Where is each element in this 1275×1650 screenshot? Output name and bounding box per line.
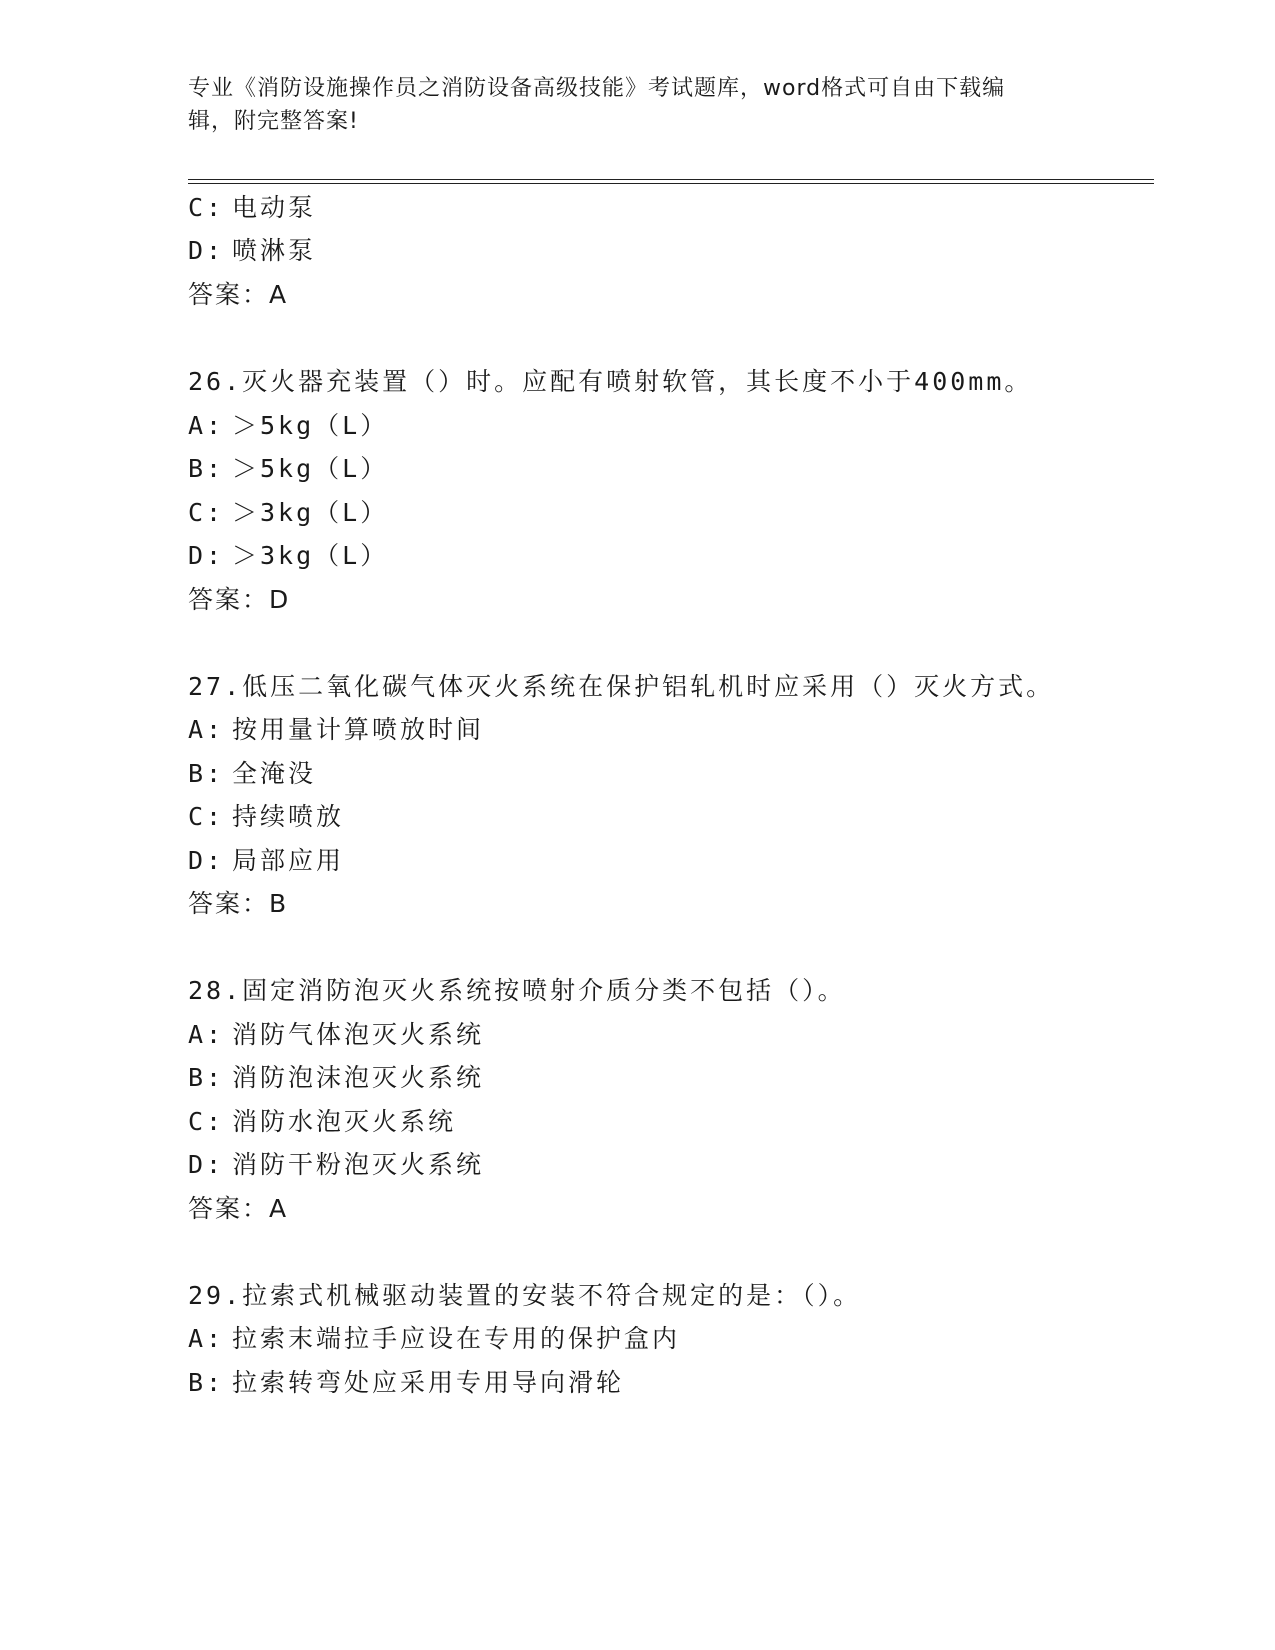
header-line-1: 专业《消防设施操作员之消防设备高级技能》考试题库，word格式可自由下载编 — [188, 76, 1006, 101]
option-text: 电动泵 — [232, 193, 317, 222]
option-line — [188, 410, 388, 442]
option-line — [188, 497, 388, 529]
option-letter: D: — [188, 1150, 225, 1179]
option-line — [188, 1062, 484, 1094]
option-text: ＞3kg（L） — [232, 498, 389, 527]
option-text: 拉索转弯处应采用专用导向滑轮 — [232, 1368, 625, 1397]
option-letter: B: — [188, 1368, 225, 1397]
option-line — [188, 1019, 484, 1051]
option-letter: A: — [188, 411, 225, 440]
option-letter: C: — [188, 802, 225, 831]
option-letter: B: — [188, 1063, 225, 1092]
option-letter: B: — [188, 454, 225, 483]
option-letter: D: — [188, 236, 225, 265]
option-text: ＞5kg（L） — [232, 454, 389, 483]
option-text: 持续喷放 — [232, 802, 345, 831]
question-stem: 27.低压二氧化碳气体灭火系统在保护铝轧机时应采用（）灭火方式。 — [188, 672, 1055, 701]
option-text: 按用量计算喷放时间 — [232, 715, 485, 744]
option-text: 消防干粉泡灭火系统 — [232, 1150, 485, 1179]
option-line — [188, 1367, 624, 1399]
header-divider-top — [188, 179, 1154, 180]
option-line — [188, 453, 388, 485]
option-letter: D: — [188, 541, 225, 570]
answer-line: 答案：A — [188, 1194, 289, 1223]
option-line — [188, 192, 316, 224]
answer-line: 答案：B — [188, 889, 289, 918]
question-stem: 29.拉索式机械驱动装置的安装不符合规定的是：（）。 — [188, 1281, 862, 1310]
option-text: 全淹没 — [232, 759, 317, 788]
header-line-2: 辑，附完整答案! — [188, 109, 359, 134]
option-text: 局部应用 — [232, 846, 345, 875]
option-line — [188, 758, 316, 790]
option-letter: A: — [188, 1324, 225, 1353]
option-letter: C: — [188, 498, 225, 527]
option-letter: D: — [188, 846, 225, 875]
option-text: 拉索末端拉手应设在专用的保护盒内 — [232, 1324, 681, 1353]
answer-line: 答案：A — [188, 280, 289, 309]
option-line — [188, 714, 484, 746]
option-line — [188, 845, 344, 877]
document-header — [188, 72, 1068, 138]
option-line — [188, 235, 316, 267]
option-text: 消防水泡灭火系统 — [232, 1107, 457, 1136]
option-line — [188, 540, 388, 572]
answer-line: 答案：D — [188, 585, 291, 614]
option-text: 消防气体泡灭火系统 — [232, 1020, 485, 1049]
header-divider-bottom — [188, 183, 1154, 184]
option-text: ＞3kg（L） — [232, 541, 389, 570]
option-line — [188, 1323, 680, 1355]
question-stem: 26.灭火器充装置（）时。应配有喷射软管，其长度不小于400mm。 — [188, 367, 1033, 396]
option-letter: C: — [188, 193, 225, 222]
option-letter: A: — [188, 715, 225, 744]
option-letter: B: — [188, 759, 225, 788]
option-text: 消防泡沫泡灭火系统 — [232, 1063, 485, 1092]
option-line — [188, 1106, 456, 1138]
option-letter: C: — [188, 1107, 225, 1136]
question-stem: 28.固定消防泡灭火系统按喷射介质分类不包括（）。 — [188, 976, 846, 1005]
option-line — [188, 801, 344, 833]
option-text: ＞5kg（L） — [232, 411, 389, 440]
option-letter: A: — [188, 1020, 225, 1049]
option-line — [188, 1149, 484, 1181]
option-text: 喷淋泵 — [232, 236, 317, 265]
